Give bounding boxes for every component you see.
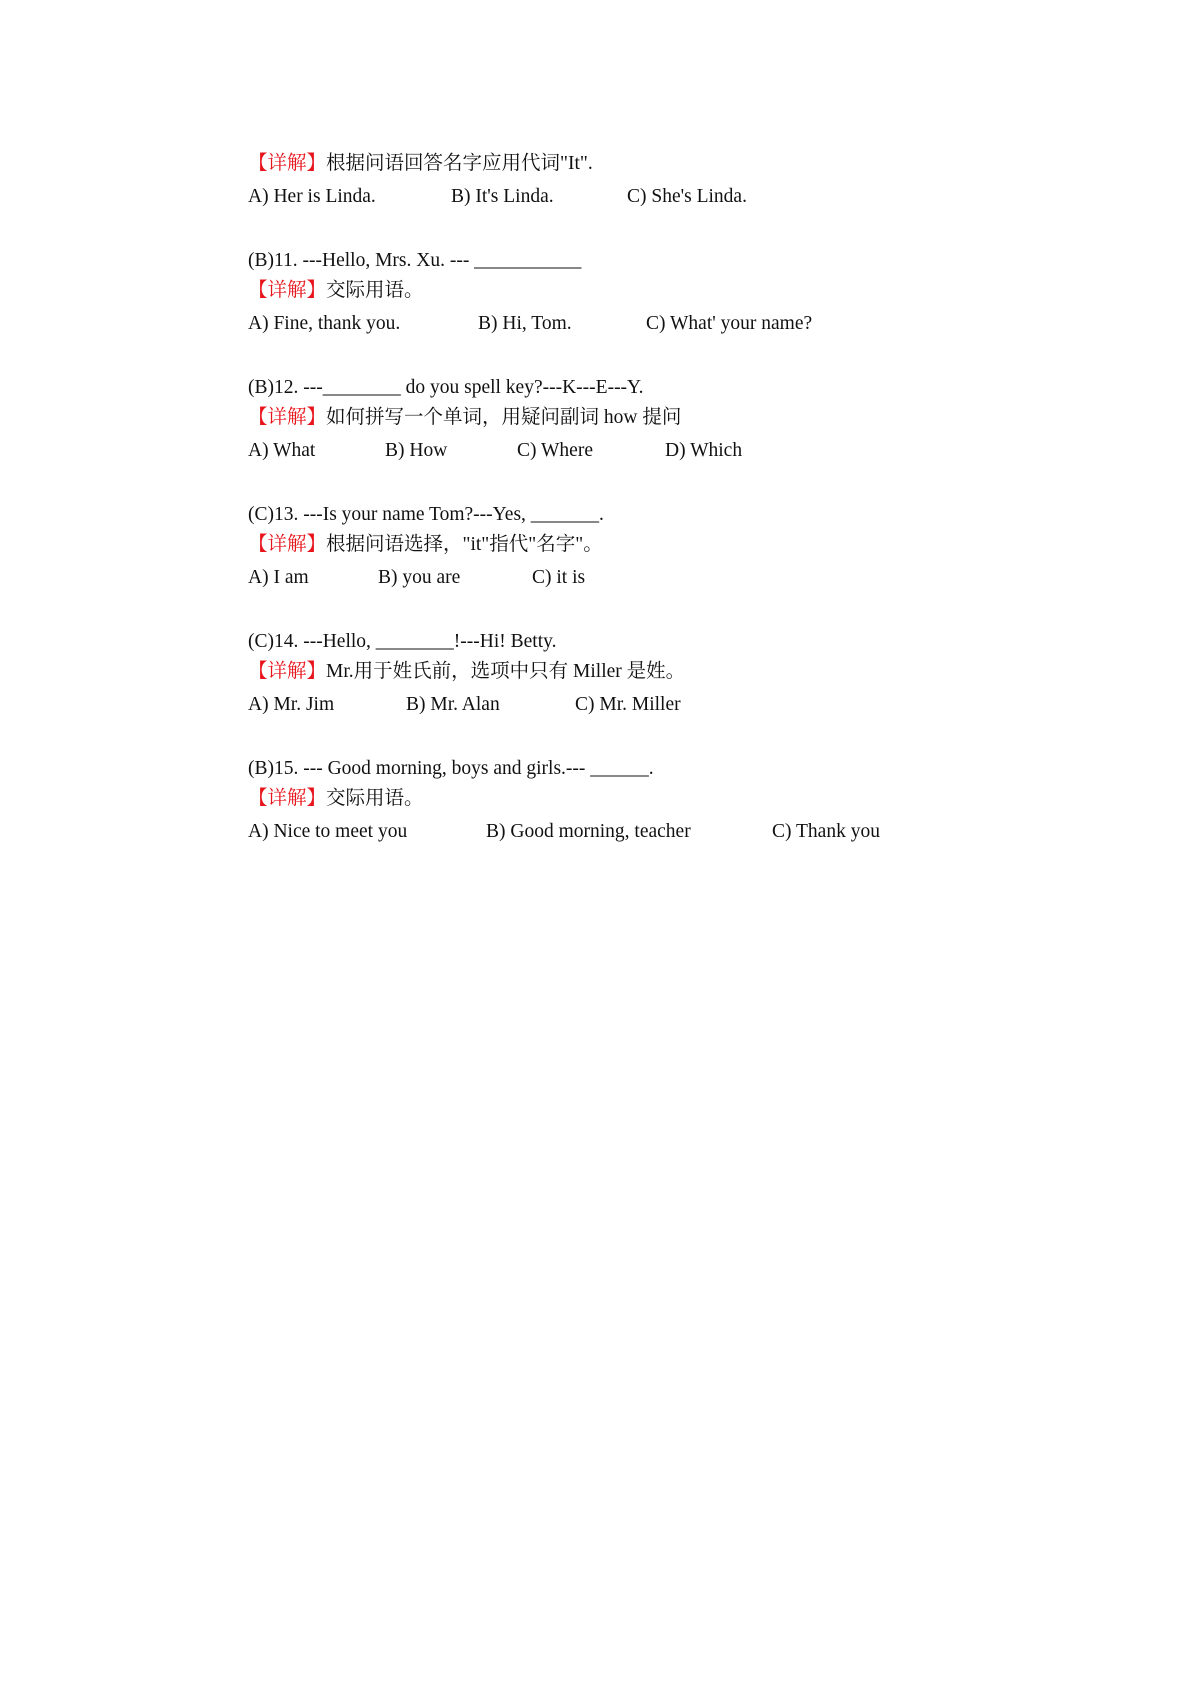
- option-a: A) Her is Linda.: [248, 186, 376, 207]
- explanation-line-0: [248, 152, 593, 176]
- question-text: (C)13. ---Is your name Tom?---Yes, _______.: [248, 504, 604, 525]
- option-b: B) How: [385, 440, 448, 461]
- question-text: (B)11. ---Hello, Mrs. Xu. --- ___________: [248, 250, 582, 271]
- option-b: B) you are: [378, 567, 461, 588]
- question-line-15: [248, 757, 654, 781]
- explanation-tag: 【详解】: [248, 788, 327, 809]
- option-c: C) Thank you: [772, 821, 880, 842]
- question-text: (B)12. ---________ do you spell key?---K---E---Y.: [248, 377, 644, 398]
- option-c: C) it is: [532, 567, 586, 588]
- explanation-line-15: [248, 787, 424, 811]
- option-a: A) What: [248, 440, 316, 461]
- option-b: B) It's Linda.: [451, 186, 554, 207]
- question-line-14: [248, 630, 557, 654]
- explanation-text: 交际用语。: [326, 788, 424, 809]
- explanation-line-13: [248, 533, 603, 557]
- explanation-text: 交际用语。: [326, 280, 424, 301]
- question-line-13: [248, 503, 604, 527]
- explanation-text: 如何拼写一个单词，用疑问副词 how 提问: [326, 407, 682, 428]
- option-a: A) Mr. Jim: [248, 694, 335, 715]
- explanation-tag: 【详解】: [248, 534, 327, 555]
- explanation-tag: 【详解】: [248, 407, 327, 428]
- option-a: A) Nice to meet you: [248, 821, 408, 842]
- explanation-tag: 【详解】: [248, 661, 327, 682]
- option-c: C) She's Linda.: [627, 186, 747, 207]
- explanation-text: Mr.用于姓氏前，选项中只有 Miller 是姓。: [326, 661, 686, 682]
- explanation-line-14: [248, 660, 685, 684]
- explanation-line-12: [248, 406, 681, 430]
- question-line-11: [248, 249, 581, 273]
- option-d: D) Which: [665, 440, 743, 461]
- question-line-12: [248, 376, 644, 400]
- question-text: (B)15. --- Good morning, boys and girls.--- ______.: [248, 758, 654, 779]
- option-c: C) Where: [517, 440, 593, 461]
- explanation-line-11: [248, 279, 424, 303]
- option-a: A) Fine, thank you.: [248, 313, 401, 334]
- question-text: (C)14. ---Hello, ________!---Hi! Betty.: [248, 631, 557, 652]
- explanation-text: 根据问语选择，"it"指代"名字"。: [326, 534, 603, 555]
- option-b: B) Good morning, teacher: [486, 821, 691, 842]
- option-c: C) What' your name?: [646, 313, 813, 334]
- option-b: B) Hi, Tom.: [478, 313, 572, 334]
- option-a: A) I am: [248, 567, 309, 588]
- option-b: B) Mr. Alan: [406, 694, 500, 715]
- explanation-text: 根据问语回答名字应用代词"It".: [326, 153, 593, 174]
- option-c: C) Mr. Miller: [575, 694, 681, 715]
- explanation-tag: 【详解】: [248, 280, 327, 301]
- explanation-tag: 【详解】: [248, 153, 327, 174]
